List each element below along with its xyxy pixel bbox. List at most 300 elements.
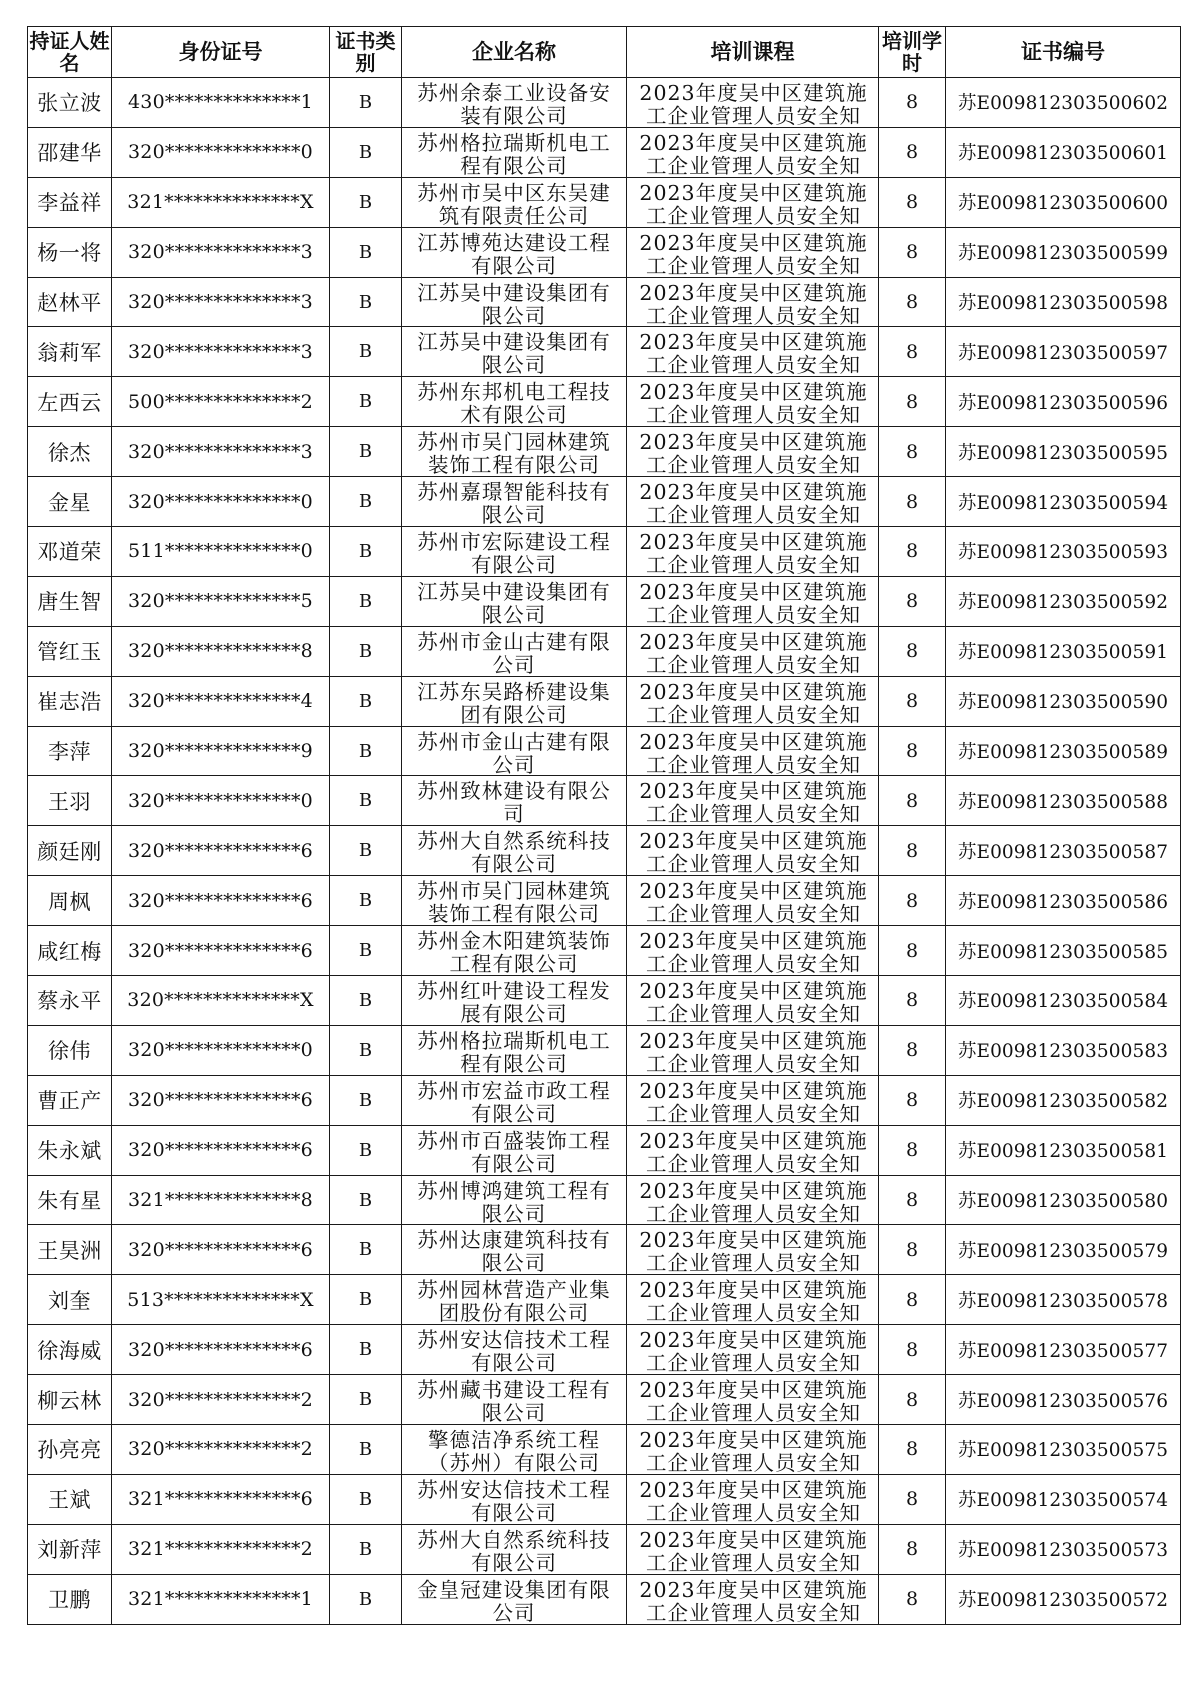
header-row: [28, 27, 1181, 78]
table-row: [28, 1524, 1181, 1574]
holder-name: 蔡永平: [28, 976, 112, 1026]
holder-name: 杨一将: [28, 227, 112, 277]
course-cell: [627, 1574, 879, 1624]
certificate-number: 苏E009812303500573: [946, 1524, 1181, 1574]
training-hours: 8: [879, 427, 946, 477]
certificate-type: B: [330, 78, 402, 128]
table-row: [28, 1025, 1181, 1075]
table-row: [28, 1474, 1181, 1524]
holder-name: 邓道荣: [28, 527, 112, 577]
training-course: 2023年度吴中区建筑施工企业管理人员安全知: [639, 1577, 868, 1622]
table-row: [28, 876, 1181, 926]
id-number: 320**************3: [112, 327, 330, 377]
company-name: 苏州达康建筑科技有限公司: [417, 1228, 611, 1273]
company-cell: [402, 227, 627, 277]
course-cell: [627, 876, 879, 926]
company-cell: [402, 676, 627, 726]
course-cell: [627, 676, 879, 726]
company-cell: [402, 776, 627, 826]
training-hours: 8: [879, 1175, 946, 1225]
certificate-type: B: [330, 377, 402, 427]
company-name: 苏州大自然系统科技有限公司: [417, 1527, 611, 1572]
training-course: 2023年度吴中区建筑施工企业管理人员安全知: [639, 1328, 868, 1373]
company-cell: [402, 826, 627, 876]
training-hours: 8: [879, 477, 946, 527]
company-cell: [402, 1325, 627, 1375]
training-hours: 8: [879, 626, 946, 676]
company-name: 江苏吴中建设集团有限公司: [417, 579, 611, 624]
training-course: 2023年度吴中区建筑施工企业管理人员安全知: [639, 978, 868, 1023]
course-cell: [627, 227, 879, 277]
training-course: 2023年度吴中区建筑施工企业管理人员安全知: [639, 1228, 868, 1273]
table-row: [28, 676, 1181, 726]
certificate-number: 苏E009812303500583: [946, 1025, 1181, 1075]
company-cell: [402, 177, 627, 227]
certificate-type: B: [330, 1175, 402, 1225]
certificate-type: B: [330, 1075, 402, 1125]
header-training-course: 培训课程: [627, 27, 879, 78]
table-row: [28, 1175, 1181, 1225]
company-name: 苏州市金山古建有限公司: [417, 629, 611, 674]
certificate-type: B: [330, 177, 402, 227]
table-row: [28, 726, 1181, 776]
certificate-number: 苏E009812303500596: [946, 377, 1181, 427]
company-name: 苏州市金山古建有限公司: [417, 729, 611, 774]
company-name: 苏州金木阳建筑装饰工程有限公司: [417, 929, 611, 974]
training-course: 2023年度吴中区建筑施工企业管理人员安全知: [639, 130, 868, 175]
company-cell: [402, 327, 627, 377]
certificate-type: B: [330, 1325, 402, 1375]
id-number: 320**************6: [112, 926, 330, 976]
training-hours: 8: [879, 676, 946, 726]
certificate-type: B: [330, 127, 402, 177]
training-course: 2023年度吴中区建筑施工企业管理人员安全知: [639, 430, 868, 475]
training-course: 2023年度吴中区建筑施工企业管理人员安全知: [639, 1078, 868, 1123]
id-number: 320**************6: [112, 1125, 330, 1175]
company-name: 苏州藏书建设工程有限公司: [417, 1378, 611, 1423]
training-hours: 8: [879, 726, 946, 776]
holder-name: 赵林平: [28, 277, 112, 327]
id-number: 320**************2: [112, 1425, 330, 1475]
holder-name: 李萍: [28, 726, 112, 776]
company-cell: [402, 576, 627, 626]
certificate-number: 苏E009812303500594: [946, 477, 1181, 527]
id-number: 320**************6: [112, 876, 330, 926]
company-name: 苏州市吴门园林建筑装饰工程有限公司: [417, 879, 611, 924]
id-number: 320**************5: [112, 576, 330, 626]
company-name: 苏州余泰工业设备安装有限公司: [417, 80, 611, 125]
certificate-number: 苏E009812303500602: [946, 78, 1181, 128]
table-row: [28, 78, 1181, 128]
course-cell: [627, 626, 879, 676]
holder-name: 邵建华: [28, 127, 112, 177]
course-cell: [627, 926, 879, 976]
training-course: 2023年度吴中区建筑施工企业管理人员安全知: [639, 1427, 868, 1472]
table-row: [28, 127, 1181, 177]
training-hours: 8: [879, 776, 946, 826]
company-cell: [402, 78, 627, 128]
holder-name: 朱有星: [28, 1175, 112, 1225]
course-cell: [627, 277, 879, 327]
id-number: 500**************2: [112, 377, 330, 427]
id-number: 320**************4: [112, 676, 330, 726]
training-hours: 8: [879, 127, 946, 177]
company-name: 苏州博鸿建筑工程有限公司: [417, 1178, 611, 1223]
id-number: 320**************0: [112, 776, 330, 826]
company-name: 苏州安达信技术工程有限公司: [417, 1477, 611, 1522]
id-number: 321**************8: [112, 1175, 330, 1225]
training-course: 2023年度吴中区建筑施工企业管理人员安全知: [639, 180, 868, 225]
company-cell: [402, 1574, 627, 1624]
company-cell: [402, 926, 627, 976]
certificate-number: 苏E009812303500600: [946, 177, 1181, 227]
training-hours: 8: [879, 78, 946, 128]
holder-name: 管红玉: [28, 626, 112, 676]
certificate-type: B: [330, 726, 402, 776]
course-cell: [627, 1225, 879, 1275]
certificate-type: B: [330, 477, 402, 527]
training-course: 2023年度吴中区建筑施工企业管理人员安全知: [639, 829, 868, 874]
certificate-type: B: [330, 826, 402, 876]
table-row: [28, 177, 1181, 227]
certificate-number: 苏E009812303500588: [946, 776, 1181, 826]
training-hours: 8: [879, 1524, 946, 1574]
course-cell: [627, 1275, 879, 1325]
holder-name: 孙亮亮: [28, 1425, 112, 1475]
certificate-type: B: [330, 626, 402, 676]
company-cell: [402, 127, 627, 177]
id-number: 320**************6: [112, 1225, 330, 1275]
course-cell: [627, 427, 879, 477]
company-name: 金皇冠建设集团有限公司: [417, 1577, 611, 1622]
table-row: [28, 1425, 1181, 1475]
company-name: 苏州安达信技术工程有限公司: [417, 1328, 611, 1373]
certificate-type: B: [330, 227, 402, 277]
id-number: 320**************8: [112, 626, 330, 676]
holder-name: 颜廷刚: [28, 826, 112, 876]
training-hours: 8: [879, 227, 946, 277]
company-cell: [402, 277, 627, 327]
company-name: 江苏东吴路桥建设集团有限公司: [417, 679, 611, 724]
id-number: 321**************2: [112, 1524, 330, 1574]
training-course: 2023年度吴中区建筑施工企业管理人员安全知: [639, 579, 868, 624]
company-name: 苏州市吴中区东吴建筑有限责任公司: [417, 180, 611, 225]
certificate-number: 苏E009812303500577: [946, 1325, 1181, 1375]
id-number: 320**************9: [112, 726, 330, 776]
certificate-type: B: [330, 676, 402, 726]
certificate-number: 苏E009812303500580: [946, 1175, 1181, 1225]
holder-name: 徐海威: [28, 1325, 112, 1375]
company-cell: [402, 1175, 627, 1225]
holder-name: 王昊洲: [28, 1225, 112, 1275]
training-hours: 8: [879, 1474, 946, 1524]
id-number: 320**************6: [112, 826, 330, 876]
holder-name: 柳云林: [28, 1375, 112, 1425]
training-course: 2023年度吴中区建筑施工企业管理人员安全知: [639, 480, 868, 525]
training-hours: 8: [879, 876, 946, 926]
training-hours: 8: [879, 277, 946, 327]
certificate-type: B: [330, 527, 402, 577]
table-row: [28, 1375, 1181, 1425]
company-name: 苏州红叶建设工程发展有限公司: [417, 978, 611, 1023]
training-hours: 8: [879, 1375, 946, 1425]
header-certificate-type: 证书类别: [330, 27, 402, 78]
header-training-hours: 培训学时: [879, 27, 946, 78]
certificate-type: B: [330, 1225, 402, 1275]
id-number: 320**************0: [112, 477, 330, 527]
table-row: [28, 1125, 1181, 1175]
table-row: [28, 626, 1181, 676]
company-cell: [402, 1375, 627, 1425]
course-cell: [627, 177, 879, 227]
company-cell: [402, 1474, 627, 1524]
table-row: [28, 1075, 1181, 1125]
table-row: [28, 576, 1181, 626]
company-cell: [402, 1075, 627, 1125]
certificate-type: B: [330, 1025, 402, 1075]
training-hours: 8: [879, 327, 946, 377]
id-number: 430**************1: [112, 78, 330, 128]
header-holder-name: 持证人姓名: [28, 27, 112, 78]
certificate-number: 苏E009812303500576: [946, 1375, 1181, 1425]
holder-name: 徐伟: [28, 1025, 112, 1075]
holder-name: 刘新萍: [28, 1524, 112, 1574]
certificate-number: 苏E009812303500586: [946, 876, 1181, 926]
training-hours: 8: [879, 1025, 946, 1075]
company-cell: [402, 377, 627, 427]
company-name: 苏州致林建设有限公司: [417, 779, 611, 824]
certificate-type: B: [330, 776, 402, 826]
header-id-number: 身份证号: [112, 27, 330, 78]
training-course: 2023年度吴中区建筑施工企业管理人员安全知: [639, 729, 868, 774]
training-hours: 8: [879, 377, 946, 427]
id-number: 320**************2: [112, 1375, 330, 1425]
id-number: 320**************0: [112, 1025, 330, 1075]
certificate-type: B: [330, 1425, 402, 1475]
holder-name: 唐生智: [28, 576, 112, 626]
holder-name: 金星: [28, 477, 112, 527]
training-course: 2023年度吴中区建筑施工企业管理人员安全知: [639, 1378, 868, 1423]
id-number: 321**************6: [112, 1474, 330, 1524]
course-cell: [627, 1425, 879, 1475]
table-row: [28, 427, 1181, 477]
company-cell: [402, 477, 627, 527]
training-course: 2023年度吴中区建筑施工企业管理人员安全知: [639, 1178, 868, 1223]
certificate-number: 苏E009812303500574: [946, 1474, 1181, 1524]
company-cell: [402, 527, 627, 577]
course-cell: [627, 1175, 879, 1225]
id-number: 320**************3: [112, 427, 330, 477]
training-course: 2023年度吴中区建筑施工企业管理人员安全知: [639, 280, 868, 325]
course-cell: [627, 1524, 879, 1574]
course-cell: [627, 1025, 879, 1075]
table-row: [28, 277, 1181, 327]
certificate-number: 苏E009812303500581: [946, 1125, 1181, 1175]
training-hours: 8: [879, 1075, 946, 1125]
holder-name: 周枫: [28, 876, 112, 926]
certificate-number: 苏E009812303500572: [946, 1574, 1181, 1624]
course-cell: [627, 78, 879, 128]
company-name: 江苏吴中建设集团有限公司: [417, 280, 611, 325]
certificate-number: 苏E009812303500590: [946, 676, 1181, 726]
certificate-type: B: [330, 926, 402, 976]
company-cell: [402, 1524, 627, 1574]
training-hours: 8: [879, 926, 946, 976]
id-number: 320**************3: [112, 227, 330, 277]
certificate-number: 苏E009812303500587: [946, 826, 1181, 876]
certificate-number: 苏E009812303500598: [946, 277, 1181, 327]
company-name: 苏州东邦机电工程技术有限公司: [417, 380, 611, 425]
certificate-number: 苏E009812303500584: [946, 976, 1181, 1026]
training-hours: 8: [879, 1125, 946, 1175]
table-header: [28, 27, 1181, 78]
course-cell: [627, 477, 879, 527]
holder-name: 徐杰: [28, 427, 112, 477]
training-hours: 8: [879, 1574, 946, 1624]
certificate-type: B: [330, 327, 402, 377]
table-row: [28, 776, 1181, 826]
header-certificate-number: 证书编号: [946, 27, 1181, 78]
id-number: 511**************0: [112, 527, 330, 577]
training-hours: 8: [879, 527, 946, 577]
training-hours: 8: [879, 1275, 946, 1325]
training-course: 2023年度吴中区建筑施工企业管理人员安全知: [639, 380, 868, 425]
company-cell: [402, 726, 627, 776]
table-row: [28, 1225, 1181, 1275]
company-cell: [402, 427, 627, 477]
company-name: 擎德洁净系统工程（苏州）有限公司: [428, 1427, 600, 1472]
id-number: 320**************6: [112, 1075, 330, 1125]
certificate-type: B: [330, 427, 402, 477]
certificate-number: 苏E009812303500591: [946, 626, 1181, 676]
training-hours: 8: [879, 1225, 946, 1275]
company-cell: [402, 1225, 627, 1275]
company-name: 苏州格拉瑞斯机电工程有限公司: [417, 130, 611, 175]
header-company-name: 企业名称: [402, 27, 627, 78]
training-hours: 8: [879, 826, 946, 876]
certificate-number: 苏E009812303500593: [946, 527, 1181, 577]
id-number: 513**************X: [112, 1275, 330, 1325]
table-row: [28, 527, 1181, 577]
training-hours: 8: [879, 1425, 946, 1475]
id-number: 321**************1: [112, 1574, 330, 1624]
course-cell: [627, 127, 879, 177]
certificate-type: B: [330, 1574, 402, 1624]
training-hours: 8: [879, 177, 946, 227]
certificate-number: 苏E009812303500575: [946, 1425, 1181, 1475]
table-row: [28, 1325, 1181, 1375]
course-cell: [627, 1075, 879, 1125]
certificate-type: B: [330, 576, 402, 626]
course-cell: [627, 1325, 879, 1375]
holder-name: 左西云: [28, 377, 112, 427]
training-hours: 8: [879, 976, 946, 1026]
company-name: 苏州大自然系统科技有限公司: [417, 829, 611, 874]
certificate-type: B: [330, 976, 402, 1026]
course-cell: [627, 576, 879, 626]
training-course: 2023年度吴中区建筑施工企业管理人员安全知: [639, 1028, 868, 1073]
company-cell: [402, 626, 627, 676]
company-name: 苏州嘉璟智能科技有限公司: [417, 480, 611, 525]
holder-name: 曹正产: [28, 1075, 112, 1125]
training-course: 2023年度吴中区建筑施工企业管理人员安全知: [639, 929, 868, 974]
course-cell: [627, 1375, 879, 1425]
certificate-number: 苏E009812303500579: [946, 1225, 1181, 1275]
course-cell: [627, 377, 879, 427]
id-number: 320**************0: [112, 127, 330, 177]
holder-name: 崔志浩: [28, 676, 112, 726]
certificate-number: 苏E009812303500601: [946, 127, 1181, 177]
training-course: 2023年度吴中区建筑施工企业管理人员安全知: [639, 1527, 868, 1572]
certificate-type: B: [330, 1125, 402, 1175]
company-name: 江苏博苑达建设工程有限公司: [417, 230, 611, 275]
certificate-type: B: [330, 1524, 402, 1574]
course-cell: [627, 976, 879, 1026]
holder-name: 刘奎: [28, 1275, 112, 1325]
training-course: 2023年度吴中区建筑施工企业管理人员安全知: [639, 779, 868, 824]
training-course: 2023年度吴中区建筑施工企业管理人员安全知: [639, 80, 868, 125]
holder-name: 王斌: [28, 1474, 112, 1524]
holder-name: 张立波: [28, 78, 112, 128]
table-row: [28, 477, 1181, 527]
training-course: 2023年度吴中区建筑施工企业管理人员安全知: [639, 879, 868, 924]
company-name: 苏州格拉瑞斯机电工程有限公司: [417, 1028, 611, 1073]
course-cell: [627, 327, 879, 377]
training-course: 2023年度吴中区建筑施工企业管理人员安全知: [639, 529, 868, 574]
id-number: 320**************6: [112, 1325, 330, 1375]
company-name: 苏州市百盛装饰工程有限公司: [417, 1128, 611, 1173]
certificate-number: 苏E009812303500597: [946, 327, 1181, 377]
table-row: [28, 1574, 1181, 1624]
table-row: [28, 926, 1181, 976]
certificate-type: B: [330, 1474, 402, 1524]
training-course: 2023年度吴中区建筑施工企业管理人员安全知: [639, 230, 868, 275]
holder-name: 王羽: [28, 776, 112, 826]
company-name: 江苏吴中建设集团有限公司: [417, 330, 611, 375]
company-cell: [402, 1025, 627, 1075]
certificate-number: 苏E009812303500589: [946, 726, 1181, 776]
course-cell: [627, 826, 879, 876]
table-row: [28, 1275, 1181, 1325]
table-row: [28, 826, 1181, 876]
training-course: 2023年度吴中区建筑施工企业管理人员安全知: [639, 330, 868, 375]
id-number: 320**************3: [112, 277, 330, 327]
training-course: 2023年度吴中区建筑施工企业管理人员安全知: [639, 679, 868, 724]
training-course: 2023年度吴中区建筑施工企业管理人员安全知: [639, 629, 868, 674]
training-hours: 8: [879, 1325, 946, 1375]
holder-name: 卫鹏: [28, 1574, 112, 1624]
certificate-table: [27, 26, 1181, 1625]
certificate-type: B: [330, 277, 402, 327]
company-cell: [402, 1125, 627, 1175]
certificate-number: 苏E009812303500592: [946, 576, 1181, 626]
holder-name: 咸红梅: [28, 926, 112, 976]
training-hours: 8: [879, 576, 946, 626]
company-cell: [402, 1425, 627, 1475]
holder-name: 翁莉军: [28, 327, 112, 377]
certificate-number: 苏E009812303500582: [946, 1075, 1181, 1125]
course-cell: [627, 726, 879, 776]
certificate-type: B: [330, 1375, 402, 1425]
training-course: 2023年度吴中区建筑施工企业管理人员安全知: [639, 1477, 868, 1522]
company-cell: [402, 976, 627, 1026]
holder-name: 朱永斌: [28, 1125, 112, 1175]
certificate-number: 苏E009812303500578: [946, 1275, 1181, 1325]
table-body: [28, 78, 1181, 1625]
certificate-number: 苏E009812303500585: [946, 926, 1181, 976]
certificate-type: B: [330, 876, 402, 926]
company-name: 苏州市宏际建设工程有限公司: [417, 529, 611, 574]
